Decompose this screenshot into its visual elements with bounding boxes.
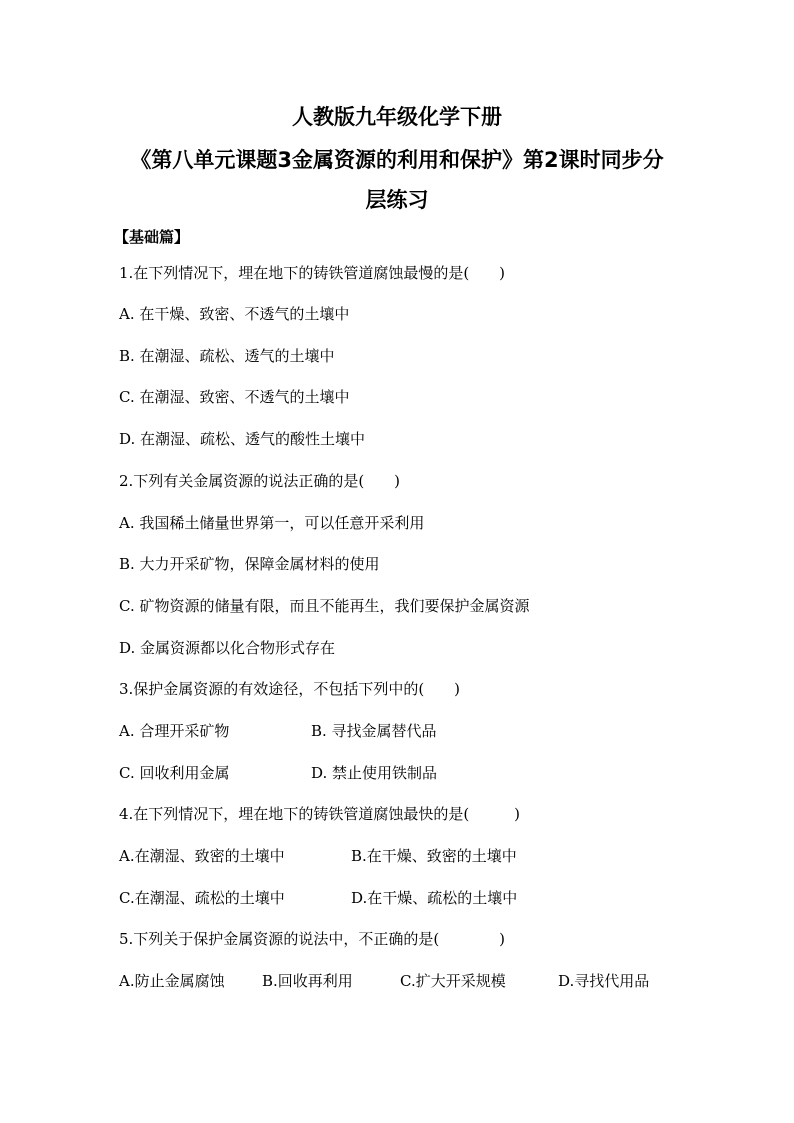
question-5-stem: 5.下列关于保护金属资源的说法中，不正确的是( ) — [119, 930, 506, 948]
question-1-stem: 1.在下列情况下，埋在地下的铸铁管道腐蚀最慢的是( ) — [119, 264, 506, 282]
question-2-stem: 2.下列有关金属资源的说法正确的是( ) — [119, 472, 401, 490]
question-3-option-b: B. 寻找金属替代品 — [311, 722, 437, 740]
question-4-option-a: A.在潮湿、致密的土壤中 — [119, 847, 285, 865]
section-label-basic: 【基础篇】 — [114, 228, 190, 246]
question-4-option-b: B.在干燥、致密的土壤中 — [351, 847, 517, 865]
question-2-option-c: C. 矿物资源的储量有限，而且不能再生，我们要保护金属资源 — [119, 597, 530, 615]
question-2-option-d: D. 金属资源都以化合物形式存在 — [119, 639, 336, 657]
question-1-option-a: A. 在干燥、致密、不透气的土壤中 — [119, 305, 350, 323]
question-3-stem: 3.保护金属资源的有效途径，不包括下列中的( ) — [119, 680, 461, 698]
question-1-option-d: D. 在潮湿、疏松、透气的酸性土壤中 — [119, 430, 366, 448]
question-5-option-c: C.扩大开采规模 — [400, 972, 506, 990]
question-2-option-a: A. 我国稀土储量世界第一，可以任意开采利用 — [119, 514, 425, 532]
page-title-line-1: 人教版九年级化学下册 — [292, 105, 502, 129]
question-5-option-b: B.回收再利用 — [262, 972, 353, 990]
question-2-option-b: B. 大力开采矿物，保障金属材料的使用 — [119, 555, 380, 573]
question-4-option-c: C.在潮湿、疏松的土壤中 — [119, 889, 285, 907]
page-title-line-3: 层练习 — [365, 188, 429, 212]
question-3-option-a: A. 合理开采矿物 — [119, 722, 230, 740]
question-1-option-c: C. 在潮湿、致密、不透气的土壤中 — [119, 388, 350, 406]
question-1-option-b: B. 在潮湿、疏松、透气的土壤中 — [119, 347, 335, 365]
question-3-option-c: C. 回收利用金属 — [119, 764, 230, 782]
question-4-stem: 4.在下列情况下，埋在地下的铸铁管道腐蚀最快的是( ) — [119, 805, 521, 823]
page-title-line-2: 《第八单元课题3金属资源的利用和保护》第2课时同步分 — [130, 148, 664, 172]
question-5-option-d: D.寻找代用品 — [558, 972, 650, 990]
question-4-option-d: D.在干燥、疏松的土壤中 — [351, 889, 518, 907]
question-5-option-a: A.防止金属腐蚀 — [119, 972, 225, 990]
question-3-option-d: D. 禁止使用铁制品 — [311, 764, 438, 782]
